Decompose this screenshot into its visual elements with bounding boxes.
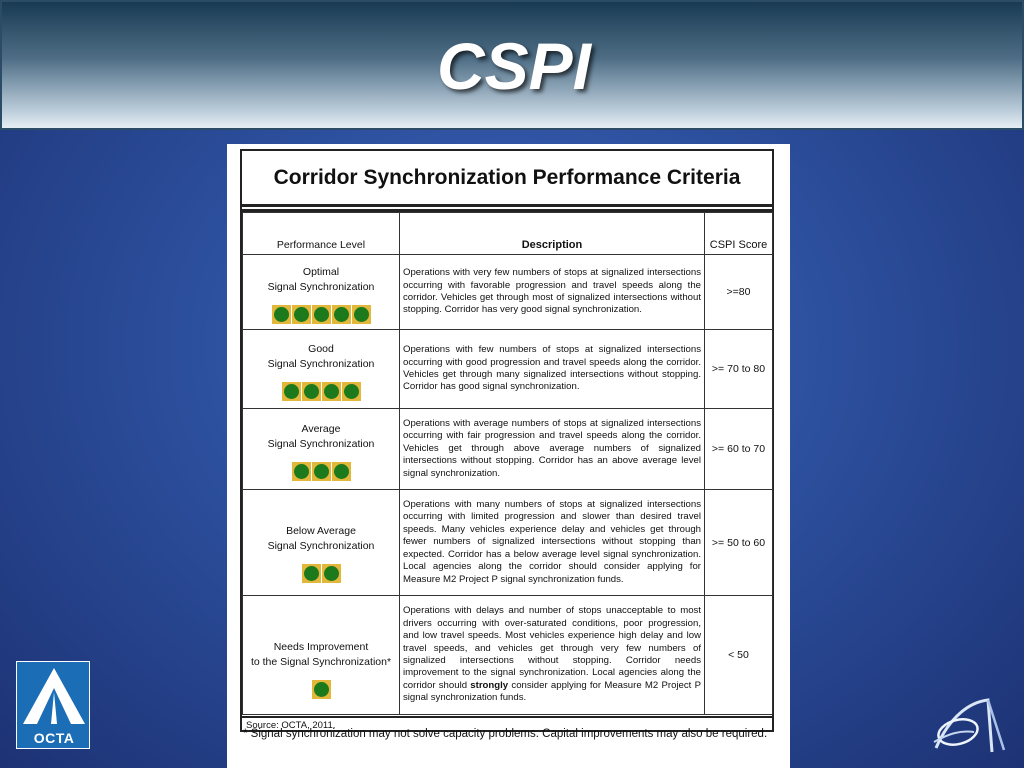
table-row [243,596,773,715]
level-subtitle: Signal Synchronization [267,437,375,450]
table-row [243,330,773,409]
performance-level-cell [243,409,400,490]
cspi-score-cell: < 50 [705,596,773,715]
footnote: * Signal synchronization may not solve capacity problems. Capital improvements may also be required. [243,728,768,740]
cspi-score-cell: >=80 [705,255,773,330]
signal-dot-icon [302,564,321,583]
level-name: Needs Improvement [273,640,369,653]
signal-dot-icon [332,462,351,481]
signal-dots [243,680,399,699]
signal-dot-icon [322,382,341,401]
signal-dot-icon [272,305,291,324]
signal-dot-icon [332,305,351,324]
signal-dot-icon [342,382,361,401]
source-note: Source: OCTA, 2011. [242,716,772,732]
criteria-table [242,212,773,715]
description-cell: Operations with average numbers of stops at signalized intersections occurring with fair progression and travel speeds along the corridor. Vehicles get through above average numbers of signalized intersections without stopping. Corridor has an above average level signal synchronization. [400,409,705,490]
column-header-performance-level: Performance Level [243,213,400,255]
signal-dots [243,462,399,481]
document-title: Corridor Synchronization Performance Criteria [242,151,772,207]
level-subtitle: Signal Synchronization [267,280,375,293]
signal-dot-icon [352,305,371,324]
stylized-a-logo-icon [930,696,1010,758]
description-cell [400,596,705,715]
performance-level-cell [243,330,400,409]
octa-logo [16,661,90,749]
signal-dots [243,382,399,401]
criteria-document [227,144,790,768]
signal-dot-icon [312,680,331,699]
description-text: consider applying for Measure M2 Project P signal synchronization funds. [403,679,701,704]
level-name: Optimal [302,265,340,278]
level-name: Below Average [286,525,356,537]
signal-dot-icon [292,462,311,481]
level-subtitle: Signal Synchronization [267,357,375,370]
level-subtitle: to the Signal Synchronization* [250,655,392,668]
table-row [243,490,773,596]
signal-dots [243,564,399,583]
cspi-score-cell: >= 60 to 70 [705,409,773,490]
description-text: Operations with delays and number of stops unacceptable to most drivers occurring with over-saturated conditions, poor progression, and low travel speeds. Most vehicles experience high delay and low travel speeds, and vehicles get through very few numbers of signalized intersections without stopping. Corridor needs improvement to the signal synchronization. Local agencies along the corridor should [403,605,701,691]
signal-dot-icon [312,462,331,481]
description-cell: Operations with few numbers of stops at signalized intersections occurring with good progression and travel speeds along the corridor. Vehicles get through many signalized intersections without stopping. Corridor has good signal synchronization. [400,330,705,409]
level-name: Good [308,342,334,355]
criteria-table-frame [240,149,774,732]
description-cell: Operations with many numbers of stops at signalized intersections occurring with limited progression and slower than desired travel speeds. Many vehicles experience delay and vehicles get through fewer numbers of signalized intersections without stopping than expected. Corridor has a below average level signal synchronization. Local agencies along the corridor should consider applying for Measure M2 Project P signal synchronization funds. [400,490,705,596]
signal-dot-icon [292,305,311,324]
signal-dot-icon [282,382,301,401]
signal-dot-icon [312,305,331,324]
octa-logo-text: OCTA [33,730,75,746]
cspi-score-cell: >= 70 to 80 [705,330,773,409]
performance-level-cell [243,596,400,715]
performance-level-cell [243,255,400,330]
level-name: Average [301,422,341,435]
slide-title: CSPI [436,29,592,103]
signal-dots [243,305,399,324]
octa-road-icon [17,662,91,730]
table-header-row [243,213,773,255]
cspi-score-cell: >= 50 to 60 [705,490,773,596]
level-subtitle: Signal Synchronization [267,540,375,552]
description-emphasis: strongly [470,679,509,691]
table-row [243,255,773,330]
signal-dot-icon [322,564,341,583]
column-header-description: Description [400,213,705,255]
signal-dot-icon [302,382,321,401]
table-row [243,409,773,490]
column-header-cspi-score: CSPI Score [705,213,773,255]
performance-level-cell [243,490,400,596]
description-cell: Operations with very few numbers of stops at signalized intersections occurring with favorable progression and travel speeds along the corridor. Vehicles get through most of signalized intersections without stopping. Corridor has very good signal synchronization. [400,255,705,330]
title-bar [0,0,1024,130]
